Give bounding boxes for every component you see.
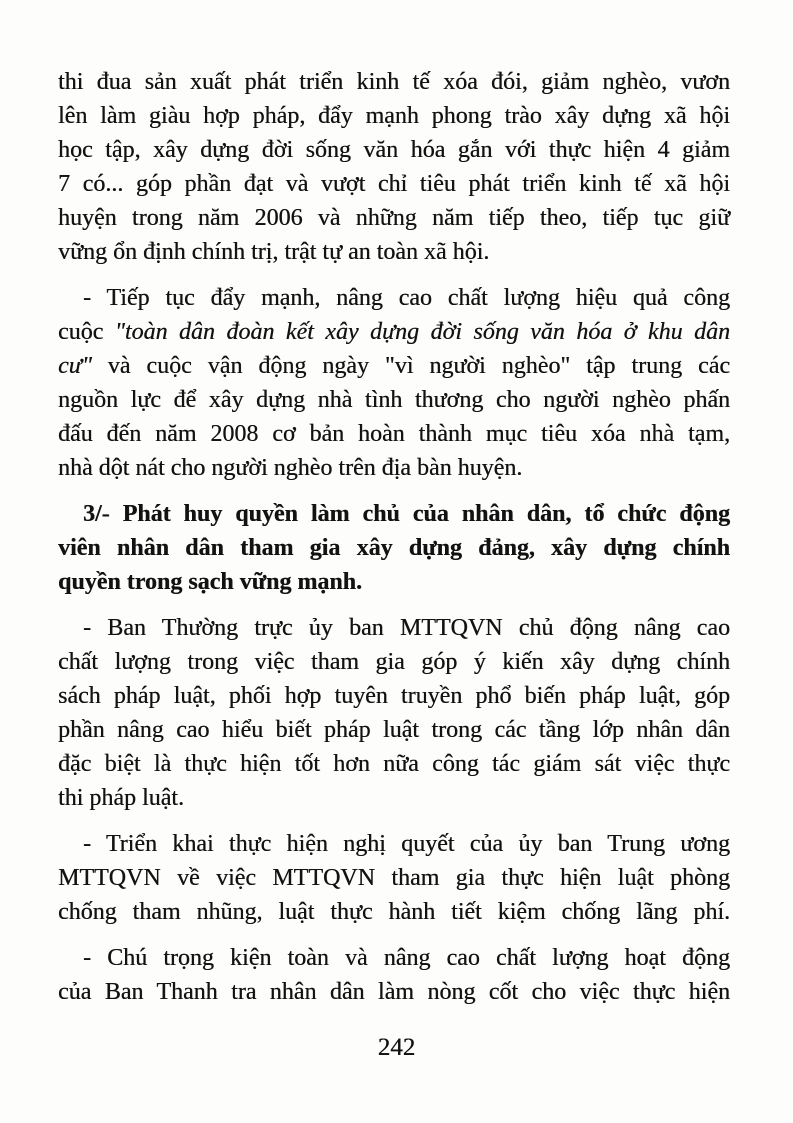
text-line: - Triển khai thực hiện nghị quyết của ủy ban Trung ương	[83, 831, 730, 857]
text-line: sách pháp luật, phối hợp tuyên truyền phổ biến pháp luật, góp	[58, 683, 730, 709]
text-line	[58, 349, 730, 383]
text-line: 7 có... góp phần đạt và vượt chỉ tiêu phát triển kinh tế xã hội	[58, 171, 730, 197]
text-line: học tập, xây dựng đời sống văn hóa gắn với thực hiện 4 giảm	[58, 137, 730, 163]
text-line: vững ổn định chính trị, trật tự an toàn xã hội.	[58, 239, 490, 265]
text-line: MTTQVN về việc MTTQVN tham gia thực hiện luật phòng	[58, 865, 730, 891]
heading-line: 3/- Phát huy quyền làm chủ của nhân dân, tổ chức động	[83, 501, 730, 527]
text-segment: và cuộc vận động ngày "vì người nghèo" tập trung các	[91, 353, 730, 379]
text-line: huyện trong năm 2006 và những năm tiếp theo, tiếp tục giữ	[58, 205, 730, 231]
text-line: chất lượng trong việc tham gia góp ý kiến xây dựng chính	[58, 649, 730, 675]
text-line: đặc biệt là thực hiện tốt hơn nữa công tác giám sát việc thực	[58, 751, 730, 777]
heading-line: quyền trong sạch vững mạnh.	[58, 569, 363, 595]
paragraph-resolution	[58, 827, 730, 929]
italic-quote: cư"	[58, 353, 92, 379]
text-line: - Tiếp tục đẩy mạnh, nâng cao chất lượng hiệu quả công	[83, 285, 730, 311]
page-text	[58, 65, 730, 1009]
section-heading-3	[58, 497, 730, 599]
paragraph-culture-campaign	[58, 281, 730, 485]
text-line: - Chú trọng kiện toàn và nâng cao chất lượng hoạt động	[83, 945, 730, 971]
heading-line: viên nhân dân tham gia xây dựng đảng, xây dựng chính	[58, 535, 730, 561]
italic-quote: "toàn dân đoàn kết xây dựng đời sống văn hóa ở khu dân	[114, 319, 730, 345]
text-line: lên làm giàu hợp pháp, đẩy mạnh phong trào xây dựng xã hội	[58, 103, 730, 129]
text-line: của Ban Thanh tra nhân dân làm nòng cốt cho việc thực hiện	[58, 979, 730, 1005]
text-line: nguồn lực để xây dựng nhà tình thương cho người nghèo phấn	[58, 387, 730, 413]
text-line: chống tham nhũng, luật thực hành tiết kiệm chống lãng phí.	[58, 899, 730, 925]
text-line: thi pháp luật.	[58, 785, 184, 811]
text-line: đấu đến năm 2008 cơ bản hoàn thành mục tiêu xóa nhà tạm,	[58, 421, 730, 447]
text-line: phần nâng cao hiểu biết pháp luật trong các tầng lớp nhân dân	[58, 717, 730, 743]
text-line: thi đua sản xuất phát triển kinh tế xóa đói, giảm nghèo, vươn	[58, 69, 730, 95]
paragraph-intro-continuation	[58, 65, 730, 269]
paragraph-inspection-board	[58, 941, 730, 1009]
text-segment: cuộc	[58, 319, 115, 345]
page-number: 242	[377, 1034, 416, 1061]
text-line	[58, 315, 730, 349]
text-line: - Ban Thường trực ủy ban MTTQVN chủ động nâng cao	[83, 615, 730, 641]
paragraph-mttqvn-lawmaking	[58, 611, 730, 815]
text-line: nhà dột nát cho người nghèo trên địa bàn huyện.	[58, 455, 523, 481]
